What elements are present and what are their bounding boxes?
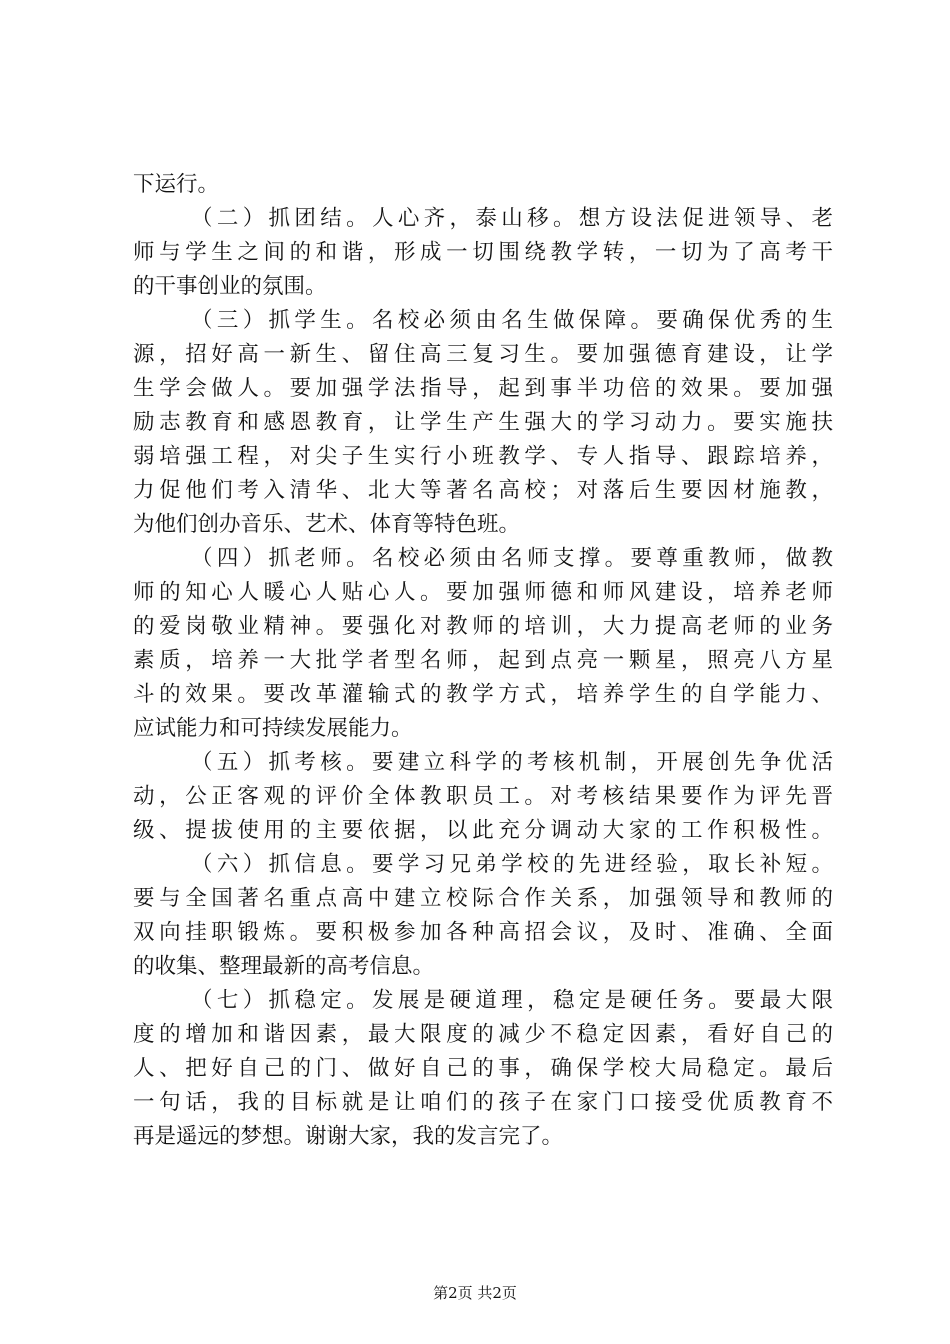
text-line: 弱培强工程，对尖子生实行小班教学、专人指导、跟踪培养， bbox=[133, 444, 833, 469]
text-line: 的收集、整理最新的高考信息。 bbox=[133, 954, 435, 979]
text-line: 度的增加和谐因素，最大限度的减少不稳定因素，看好自己的 bbox=[133, 1022, 833, 1047]
text-line: 的干事创业的氛围。 bbox=[133, 274, 327, 299]
text-line: 素质，培养一大批学者型名师，起到点亮一颗星，照亮八方星 bbox=[133, 648, 833, 673]
text-line: 生学会做人。要加强学法指导，起到事半功倍的效果。要加强 bbox=[133, 376, 833, 401]
text-line: 级、提拔使用的主要依据，以此充分调动大家的工作积极性。 bbox=[133, 818, 833, 843]
document-body bbox=[133, 168, 833, 1154]
text-line: 应试能力和可持续发展能力。 bbox=[133, 716, 413, 741]
paragraph-start-line: （七）抓稳定。发展是硬道理，稳定是硬任务。要最大限 bbox=[191, 988, 833, 1013]
paragraph-start-line: （四）抓老师。名校必须由名师支撑。要尊重教师，做教 bbox=[191, 546, 833, 571]
text-line: 为他们创办音乐、艺术、体育等特色班。 bbox=[133, 512, 521, 537]
text-line: 动，公正客观的评价全体教职员工。对考核结果要作为评先晋 bbox=[133, 784, 833, 809]
text-line: 师的知心人暖心人贴心人。要加强师德和师风建设，培养老师 bbox=[133, 580, 833, 605]
text-line: 斗的效果。要改革灌输式的教学方式，培养学生的自学能力、 bbox=[133, 682, 833, 707]
text-line: 师与学生之间的和谐，形成一切围绕教学转，一切为了高考干 bbox=[133, 240, 833, 265]
text-line: 一句话，我的目标就是让咱们的孩子在家门口接受优质教育不 bbox=[133, 1090, 833, 1115]
paragraph-start-line: （六）抓信息。要学习兄弟学校的先进经验，取长补短。 bbox=[191, 852, 833, 877]
text-line: 励志教育和感恩教育，让学生产生强大的学习动力。要实施扶 bbox=[133, 410, 833, 435]
text-line: 再是遥远的梦想。谢谢大家，我的发言完了。 bbox=[133, 1124, 564, 1149]
text-line: 的爱岗敬业精神。要强化对教师的培训，大力提高老师的业务 bbox=[133, 614, 833, 639]
text-line: 力促他们考入清华、北大等著名高校；对落后生要因材施教， bbox=[133, 478, 833, 503]
text-line: 源，招好高一新生、留住高三复习生。要加强德育建设，让学 bbox=[133, 342, 833, 367]
page-number-footer: 第2页 共2页 bbox=[433, 1284, 517, 1302]
paragraph-start-line: （二）抓团结。人心齐，泰山移。想方设法促进领导、老 bbox=[191, 206, 833, 231]
paragraph-start-line: （五）抓考核。要建立科学的考核机制，开展创先争优活 bbox=[191, 750, 833, 775]
text-line: 双向挂职锻炼。要积极参加各种高招会议，及时、准确、全面 bbox=[133, 920, 833, 945]
text-line: 人、把好自己的门、做好自己的事，确保学校大局稳定。最后 bbox=[133, 1056, 833, 1081]
paragraph-start-line: （三）抓学生。名校必须由名生做保障。要确保优秀的生 bbox=[191, 308, 833, 333]
text-line: 下运行。 bbox=[133, 172, 220, 197]
text-line: 要与全国著名重点高中建立校际合作关系，加强领导和教师的 bbox=[133, 886, 833, 911]
